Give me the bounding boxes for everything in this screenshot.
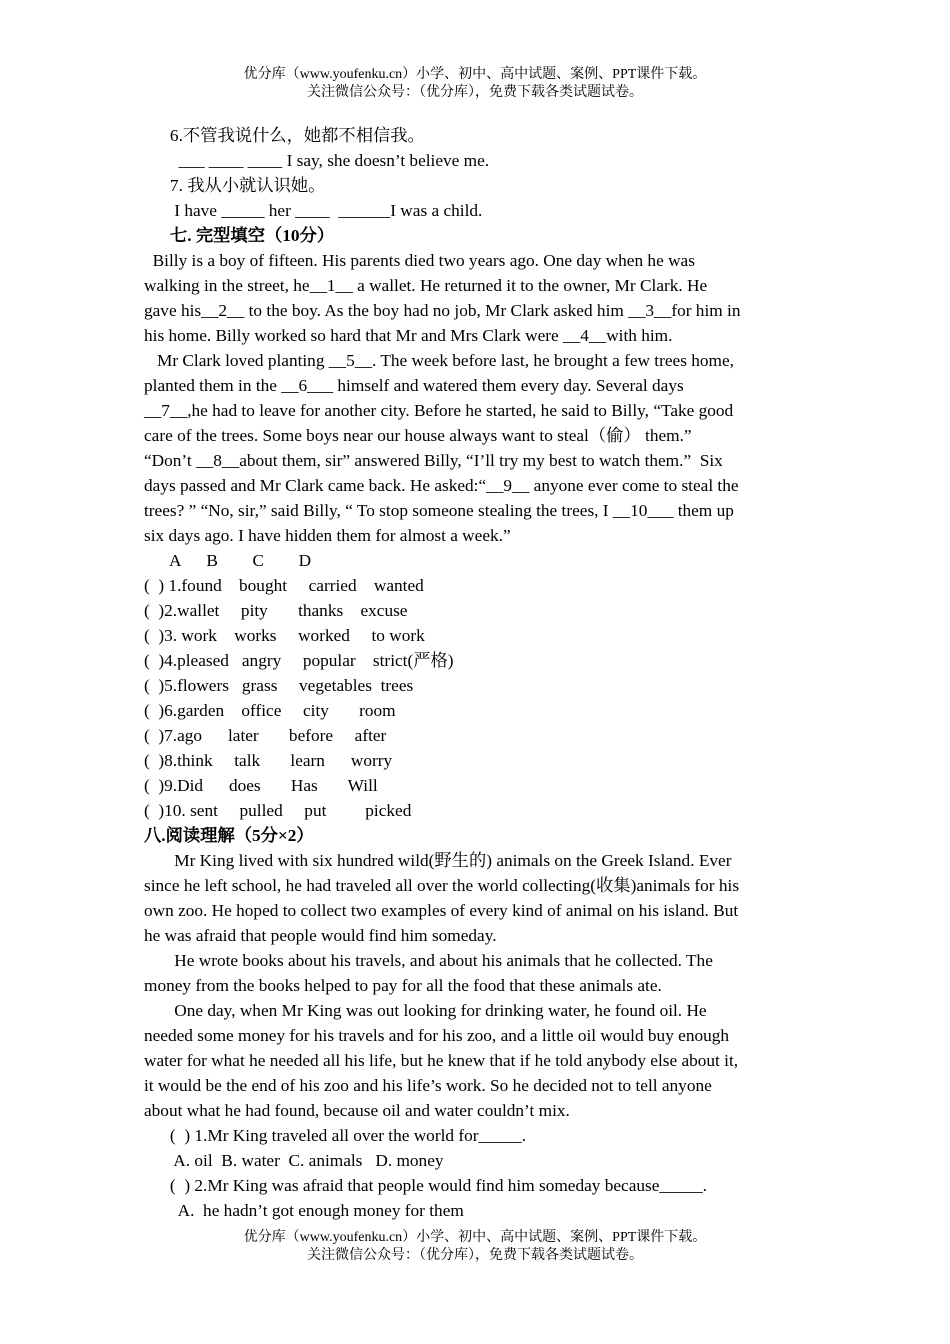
reading-passage-line: money from the books helped to pay for all the food that these animals ate.: [144, 976, 662, 995]
cloze-passage-line: planted them in the __6___ himself and watered them every day. Several days: [144, 376, 684, 395]
cloze-passage-line: six days ago. I have hidden them for almost a week.”: [144, 526, 511, 545]
question-6-english: ___ ____ ____ I say, she doesn’t believe me.: [144, 151, 490, 170]
page-header: [0, 66, 950, 102]
cloze-option-row: ( )2.wallet pity thanks excuse: [144, 601, 408, 620]
header-line-2: 关注微信公众号：（优分库），免费下载各类试题试卷。: [307, 85, 643, 100]
cloze-passage-line: care of the trees. Some boys near our house always want to steal（偷） them.”: [144, 426, 692, 445]
cloze-option-row: ( )3. work works worked to work: [144, 626, 425, 645]
reading-passage-line: He wrote books about his travels, and about his animals that he collected. The: [144, 951, 713, 970]
cloze-option-row: ( )8.think talk learn worry: [144, 751, 393, 770]
document-body: [144, 123, 814, 1223]
cloze-passage-line: walking in the street, he__1__ a wallet. He returned it to the owner, Mr Clark. He: [144, 276, 708, 295]
reading-passage-line: since he left school, he had traveled all over the world collecting(收集)animals for his: [144, 876, 740, 895]
reading-question-1-options: A. oil B. water C. animals D. money: [144, 1151, 444, 1170]
cloze-option-row: ( )7.ago later before after: [144, 726, 387, 745]
cloze-option-row: ( )10. sent pulled put picked: [144, 801, 412, 820]
section-7-heading: 七. 完型填空（10分）: [144, 226, 335, 245]
reading-passage-line: One day, when Mr King was out looking for drinking water, he found oil. He: [144, 1001, 707, 1020]
cloze-passage-line: Billy is a boy of fifteen. His parents died two years ago. One day when he was: [144, 251, 695, 270]
reading-question-2: ( ) 2.Mr King was afraid that people would find him someday because_____.: [144, 1176, 707, 1195]
header-line-1: 优分库（www.youfenku.cn）小学、初中、高中试题、案例、PPT课件下载。: [243, 67, 707, 82]
footer-line-2: 关注微信公众号：（优分库），免费下载各类试题试卷。: [307, 1248, 643, 1263]
reading-passage-line: he was afraid that people would find him someday.: [144, 926, 497, 945]
reading-passage-line: own zoo. He hoped to collect two examples of every kind of animal on his island. But: [144, 901, 739, 920]
reading-passage-line: Mr King lived with six hundred wild(野生的) animals on the Greek Island. Ever: [144, 851, 732, 870]
cloze-passage-line: Mr Clark loved planting __5__. The week before last, he brought a few trees home,: [144, 351, 734, 370]
cloze-passage-line: his home. Billy worked so hard that Mr and Mrs Clark were __4__with him.: [144, 326, 673, 345]
question-6-chinese: 6.不管我说什么，她都不相信我。: [144, 126, 425, 145]
reading-passage-line: water for what he needed all his life, but he knew that if he told anybody else about it,: [144, 1051, 739, 1070]
section-8-heading: 八.阅读理解（5分×2）: [144, 826, 314, 845]
cloze-passage-line: __7__,he had to leave for another city. Before he started, he said to Billy, “Take good: [144, 401, 734, 420]
cloze-option-row: ( )5.flowers grass vegetables trees: [144, 676, 414, 695]
question-7-english: I have _____ her ____ ______I was a child.: [144, 201, 483, 220]
footer-line-1: 优分库（www.youfenku.cn）小学、初中、高中试题、案例、PPT课件下载。: [243, 1230, 707, 1245]
cloze-passage-line: gave his__2__ to the boy. As the boy had no job, Mr Clark asked him __3__for him in: [144, 301, 741, 320]
option-header: A B C D: [144, 551, 312, 570]
question-7-chinese: 7. 我从小就认识她。: [144, 176, 326, 195]
cloze-option-row: ( ) 1.found bought carried wanted: [144, 576, 424, 595]
reading-passage-line: about what he had found, because oil and water couldn’t mix.: [144, 1101, 570, 1120]
reading-passage-line: it would be the end of his zoo and his life’s work. So he decided not to tell anyone: [144, 1076, 712, 1095]
cloze-passage-line: trees? ” “No, sir,” said Billy, “ To stop someone stealing the trees, I __10___ them up: [144, 501, 734, 520]
cloze-option-row: ( )4.pleased angry popular strict(严格): [144, 651, 454, 670]
cloze-option-row: ( )6.garden office city room: [144, 701, 396, 720]
page-footer: [0, 1229, 950, 1265]
reading-passage-line: needed some money for his travels and for his zoo, and a little oil would buy enough: [144, 1026, 730, 1045]
cloze-option-row: ( )9.Did does Has Will: [144, 776, 378, 795]
reading-question-1: ( ) 1.Mr King traveled all over the world for_____.: [144, 1126, 527, 1145]
cloze-passage-line: days passed and Mr Clark came back. He asked:“__9__ anyone ever come to steal the: [144, 476, 739, 495]
cloze-passage-line: “Don’t __8__about them, sir” answered Billy, “I’ll try my best to watch them.” Six: [144, 451, 723, 470]
reading-question-2-option-a: A. he hadn’t got enough money for them: [144, 1201, 464, 1220]
